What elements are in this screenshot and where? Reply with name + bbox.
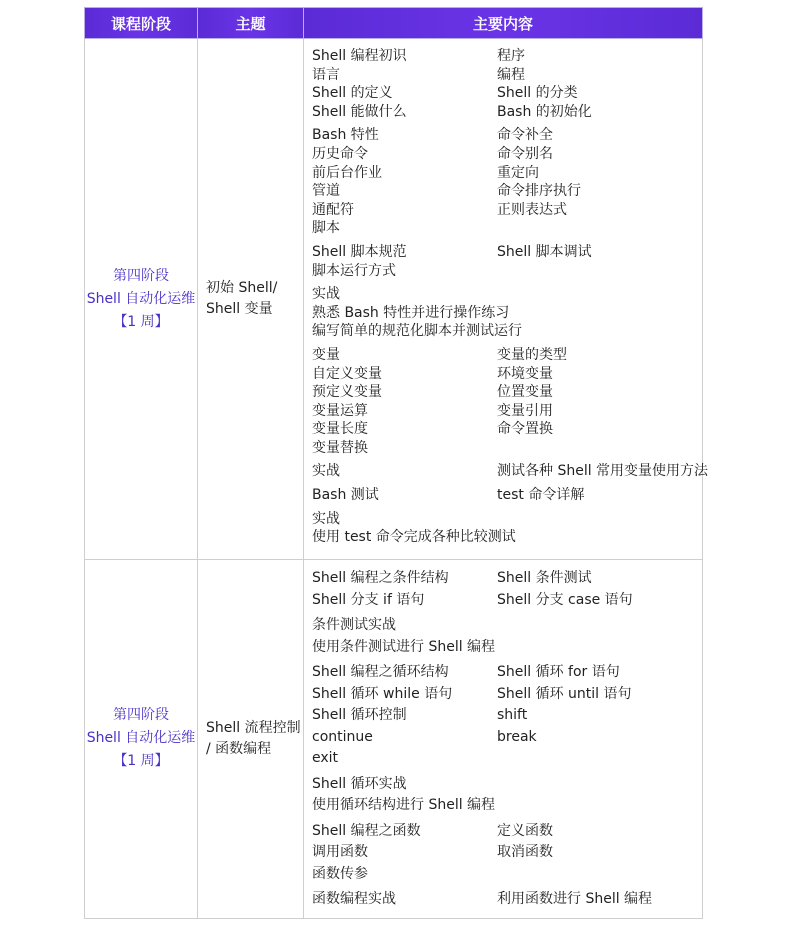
content-group <box>312 615 698 658</box>
content-item: Shell 编程之函数 <box>312 822 421 839</box>
content-item: Shell 编程之循环结构 <box>312 664 449 680</box>
content-item: 前后台作业 <box>312 164 382 181</box>
content-item: 定义函数 <box>497 822 553 839</box>
content-item: Shell 循环 until 语句 <box>497 685 632 702</box>
content-item: 实战 <box>312 286 340 303</box>
content-item: 编程 <box>497 66 525 83</box>
content-item: Shell 循环 while 语句 <box>312 685 453 702</box>
topic-line: Shell 变量 <box>206 301 273 317</box>
content-item: Shell 编程之条件结构 <box>312 570 449 586</box>
curriculum-table-wrapper <box>84 7 709 919</box>
content-group <box>312 774 698 817</box>
content-item: 测试各种 Shell 常用变量使用方法 <box>497 463 709 480</box>
content-item: Bash 特性 <box>312 127 379 144</box>
content-group <box>312 568 698 611</box>
content-cell <box>304 39 709 560</box>
content-item: 重定向 <box>497 164 539 181</box>
content-item: 变量长度 <box>312 421 368 438</box>
topic-line: 初始 Shell/ <box>206 280 278 296</box>
stage-course: Shell 自动化运维 <box>86 730 196 747</box>
content-item: 使用条件测试进行 Shell 编程 <box>312 638 496 655</box>
content-item: Shell 编程初识 <box>312 48 407 64</box>
content-item: 利用函数进行 Shell 编程 <box>497 891 653 907</box>
content-item: 条件测试实战 <box>312 617 396 633</box>
content-item: Shell 循环控制 <box>312 707 407 723</box>
content-item: continue <box>312 728 373 745</box>
content-group <box>312 126 698 238</box>
content-item: 变量的类型 <box>497 346 567 363</box>
content-item: Shell 的分类 <box>497 85 578 102</box>
content-item: 变量替换 <box>312 439 368 456</box>
content-item: 实战 <box>312 510 340 527</box>
stage-label: 第四阶段 <box>113 267 169 284</box>
content-item: Shell 分支 case 语句 <box>497 591 633 608</box>
content-item: 调用函数 <box>312 844 368 860</box>
content-group <box>312 462 709 481</box>
topic-cell <box>198 560 304 919</box>
content-item: Shell 脚本规范 <box>312 243 407 260</box>
content-item: Shell 循环 for 语句 <box>497 664 620 680</box>
content-item: shift <box>497 707 528 723</box>
content-item: Shell 条件测试 <box>497 570 592 586</box>
content-group <box>312 889 698 911</box>
stage-cell <box>85 39 198 560</box>
header-stage: 课程阶段 <box>85 8 198 39</box>
content-item: 命令别名 <box>497 145 553 162</box>
table-row <box>85 39 703 560</box>
stage-duration: 【1 周】 <box>113 313 169 330</box>
content-item: 函数传参 <box>312 865 368 882</box>
stage-duration: 【1 周】 <box>113 753 169 770</box>
content-item: Shell 的定义 <box>312 85 393 102</box>
header-row <box>85 8 703 39</box>
content-group <box>312 821 698 886</box>
content-item: 变量运算 <box>312 402 368 419</box>
content-group <box>312 346 698 458</box>
stage-course: Shell 自动化运维 <box>86 290 196 307</box>
content-item: 取消函数 <box>497 844 553 860</box>
content-item: 语言 <box>312 66 340 83</box>
content-item: 通配符 <box>312 201 354 218</box>
content-group <box>312 486 698 505</box>
content-item: 管道 <box>312 183 340 200</box>
content-cell <box>304 560 703 919</box>
content-item: exit <box>312 750 339 766</box>
content-item: 熟悉 Bash 特性并进行操作练习 <box>312 304 510 321</box>
content-item: break <box>497 728 537 745</box>
content-item: 命令排序执行 <box>497 183 581 200</box>
content-item: 命令置换 <box>497 421 553 438</box>
content-item: 位置变量 <box>497 384 553 401</box>
content-item: Bash 的初始化 <box>497 103 592 120</box>
content-item: 编写简单的规范化脚本并测试运行 <box>312 323 522 340</box>
content-item: 脚本运行方式 <box>312 262 396 279</box>
content-item: 历史命令 <box>312 145 368 162</box>
content-group <box>312 662 698 770</box>
topic-line: Shell 流程控制 <box>206 719 301 736</box>
content-item: test 命令详解 <box>497 487 585 504</box>
header-topic: 主题 <box>198 8 304 39</box>
content-item: 变量 <box>312 346 340 363</box>
content-item: 环境变量 <box>497 365 553 382</box>
stage-cell <box>85 560 198 919</box>
content-group <box>312 510 698 547</box>
stage-label: 第四阶段 <box>113 707 169 724</box>
content-item: 使用循环结构进行 Shell 编程 <box>312 797 496 813</box>
content-item: Shell 循环实战 <box>312 775 407 792</box>
content-item: 正则表达式 <box>497 201 567 218</box>
content-item: 自定义变量 <box>312 365 382 382</box>
content-item: Shell 脚本调试 <box>497 243 592 260</box>
header-content: 主要内容 <box>304 8 703 39</box>
table-row <box>85 560 703 919</box>
content-item: Shell 能做什么 <box>312 103 407 120</box>
content-item: 实战 <box>312 463 340 480</box>
content-group <box>312 47 698 121</box>
topic-line: / 函数编程 <box>206 740 272 757</box>
content-item: Shell 分支 if 语句 <box>312 591 425 608</box>
content-item: 变量引用 <box>497 402 553 419</box>
content-item: 预定义变量 <box>312 384 382 401</box>
content-item: 程序 <box>497 48 525 64</box>
curriculum-table <box>84 7 709 919</box>
content-item: Bash 测试 <box>312 487 379 504</box>
table-body <box>85 39 709 919</box>
content-item: 脚本 <box>312 220 340 237</box>
content-group <box>312 285 698 341</box>
content-item: 函数编程实战 <box>312 891 396 907</box>
content-group <box>312 243 698 280</box>
topic-cell <box>198 39 304 560</box>
content-item: 使用 test 命令完成各种比较测试 <box>312 529 516 546</box>
content-item: 命令补全 <box>497 127 553 144</box>
